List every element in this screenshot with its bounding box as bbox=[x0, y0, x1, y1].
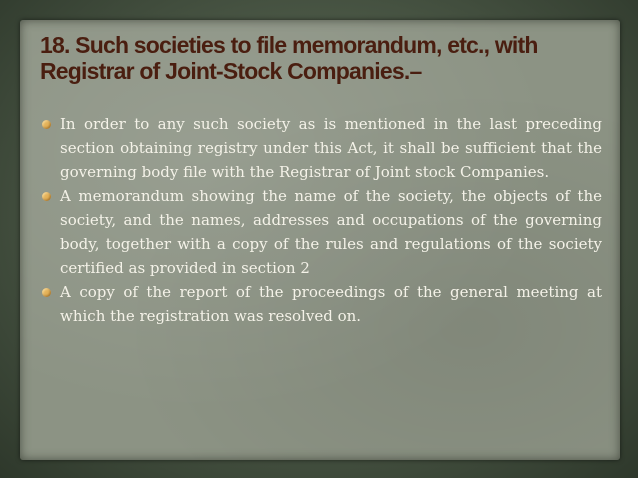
bullet-text-3: A copy of the report of the proceedings of the general meeting at which the registration was resolved on. bbox=[60, 283, 602, 325]
slide-title bbox=[40, 32, 600, 84]
bullet-text-2: A memorandum showing the name of the society, the objects of the society, and the names, addresses and occupations of the governing body, together with a copy of the rules and regulations of the society certified as provided in section 2 bbox=[60, 187, 602, 277]
bullet-dot-icon bbox=[42, 192, 51, 201]
bullet-item-3 bbox=[40, 280, 602, 328]
bullet-item-1 bbox=[40, 112, 602, 184]
bullet-dot-icon bbox=[42, 120, 51, 129]
bullet-item-2 bbox=[40, 184, 602, 280]
bullet-text-1: In order to any such society as is mentioned in the last preceding section obtaining registry under this Act, it shall be sufficient that the governing body file with the Registrar of Joint stock Companies. bbox=[60, 115, 602, 181]
slide-title-line-2: Registrar of Joint-Stock Companies.– bbox=[40, 58, 422, 84]
slide-title-line-1: 18. Such societies to file memorandum, etc., with bbox=[40, 32, 538, 58]
bullet-dot-icon bbox=[42, 288, 51, 297]
bullet-list bbox=[40, 112, 602, 328]
